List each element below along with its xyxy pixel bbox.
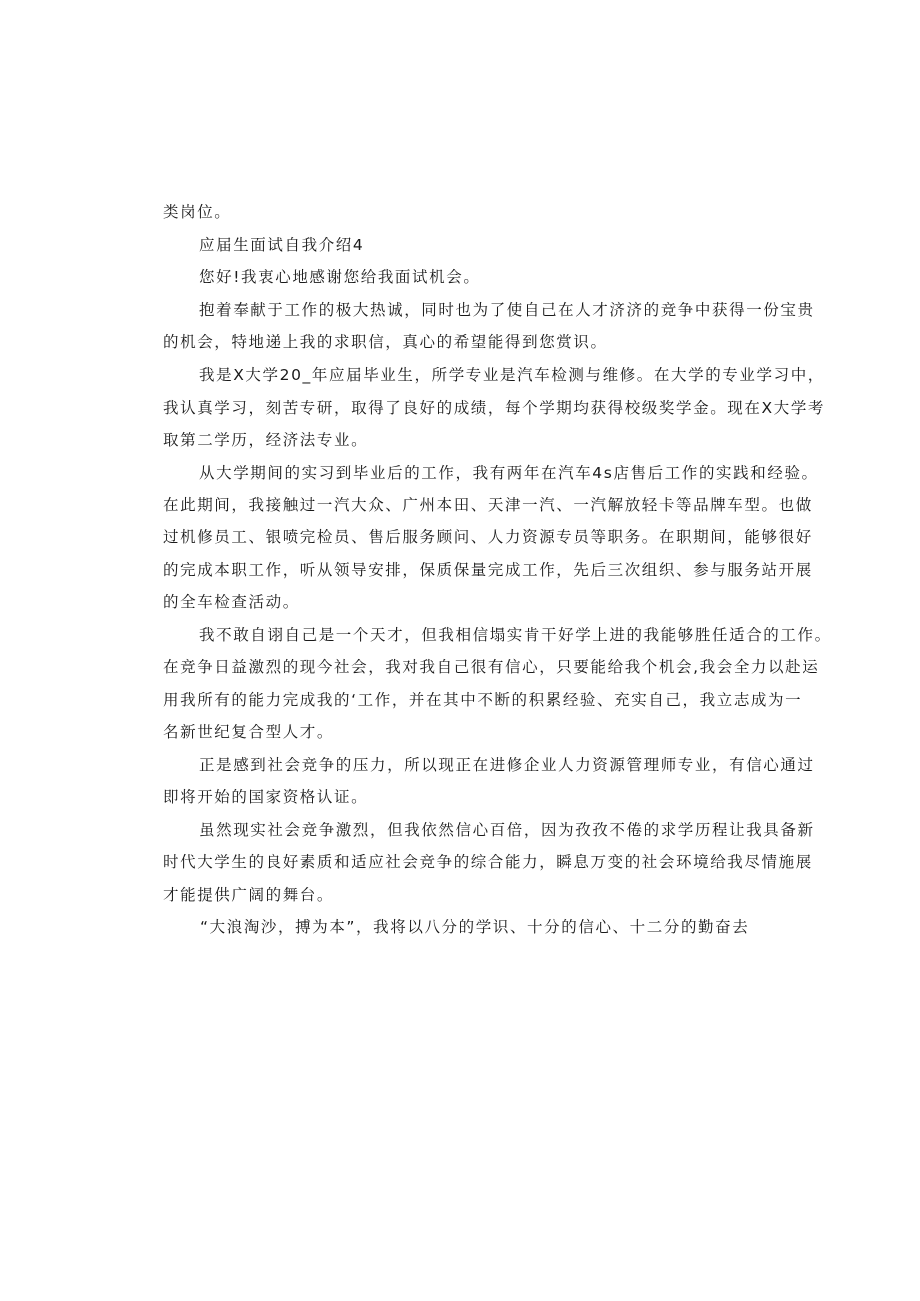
paragraph-1-line-2: 的机会，特地递上我的求职信，真心的希望能得到您赏识。 (163, 333, 608, 351)
paragraph-2-line-2: 我认真学习，刻苦专研，取得了良好的成绩，每个学期均获得校级奖学金。现在X大学考 (163, 399, 826, 417)
paragraph-4-line-3: 用我所有的能力完成我的‘工作，并在其中不断的积累经验、充实自己，我立志成为一 (163, 691, 803, 709)
paragraph-7-line-1: “大浪淘沙，搏为本”，我将以八分的学识、十分的信心、十二分的勤奋去 (200, 918, 750, 936)
paragraph-3-line-2: 在此期间，我接触过一汽大众、广州本田、天津一汽、一汽解放轻卡等品牌车型。也做 (163, 496, 813, 514)
section-heading: 应届生面试自我介绍4 (199, 236, 365, 254)
paragraph-2-line-3: 取第二学历，经济法专业。 (163, 431, 369, 449)
paragraph-3-line-1: 从大学期间的实习到毕业后的工作，我有两年在汽车4s店售后工作的实践和经验。 (199, 464, 819, 482)
paragraph-6-line-3: 才能提供广阔的舞台。 (163, 886, 335, 904)
paragraph-3-line-4: 的完成本职工作，听从领导安排，保质保量完成工作，先后三次组织、参与服务站开展 (163, 561, 813, 579)
paragraph-2-line-1: 我是X大学20_年应届毕业生，所学专业是汽车检测与维修。在大学的专业学习中， (199, 366, 825, 384)
paragraph-4-line-2: 在竞争日益激烈的现今社会，我对我自己很有信心，只要能给我个机会,我会全力以赴运 (163, 658, 820, 676)
paragraph-6-line-2: 时代大学生的良好素质和适应社会竞争的综合能力，瞬息万变的社会环境给我尽情施展 (163, 853, 813, 871)
paragraph-5-line-2: 即将开始的国家资格认证。 (163, 788, 369, 806)
text-line-continuation: 类岗位。 (163, 203, 232, 221)
greeting-line: 您好!我衷心地感谢您给我面试机会。 (199, 268, 481, 286)
paragraph-6-line-1: 虽然现实社会竞争激烈，但我依然信心百倍，因为孜孜不倦的求学历程让我具备新 (199, 821, 815, 839)
paragraph-3-line-3: 过机修员工、银喷完检员、售后服务顾问、人力资源专员等职务。在职期间，能够很好 (163, 528, 813, 546)
paragraph-5-line-1: 正是感到社会竞争的压力，所以现正在进修企业人力资源管理师专业，有信心通过 (199, 756, 815, 774)
paragraph-3-line-5: 的全车检查活动。 (163, 593, 300, 611)
paragraph-4-line-1: 我不敢自诩自己是一个天才，但我相信塌实肯干好学上进的我能够胜任适合的工作。 (199, 626, 832, 644)
paragraph-1-line-1: 抱着奉献于工作的极大热诚，同时也为了使自己在人才济济的竞争中获得一份宝贵 (199, 301, 815, 319)
paragraph-4-line-4: 名新世纪复合型人才。 (163, 723, 335, 741)
